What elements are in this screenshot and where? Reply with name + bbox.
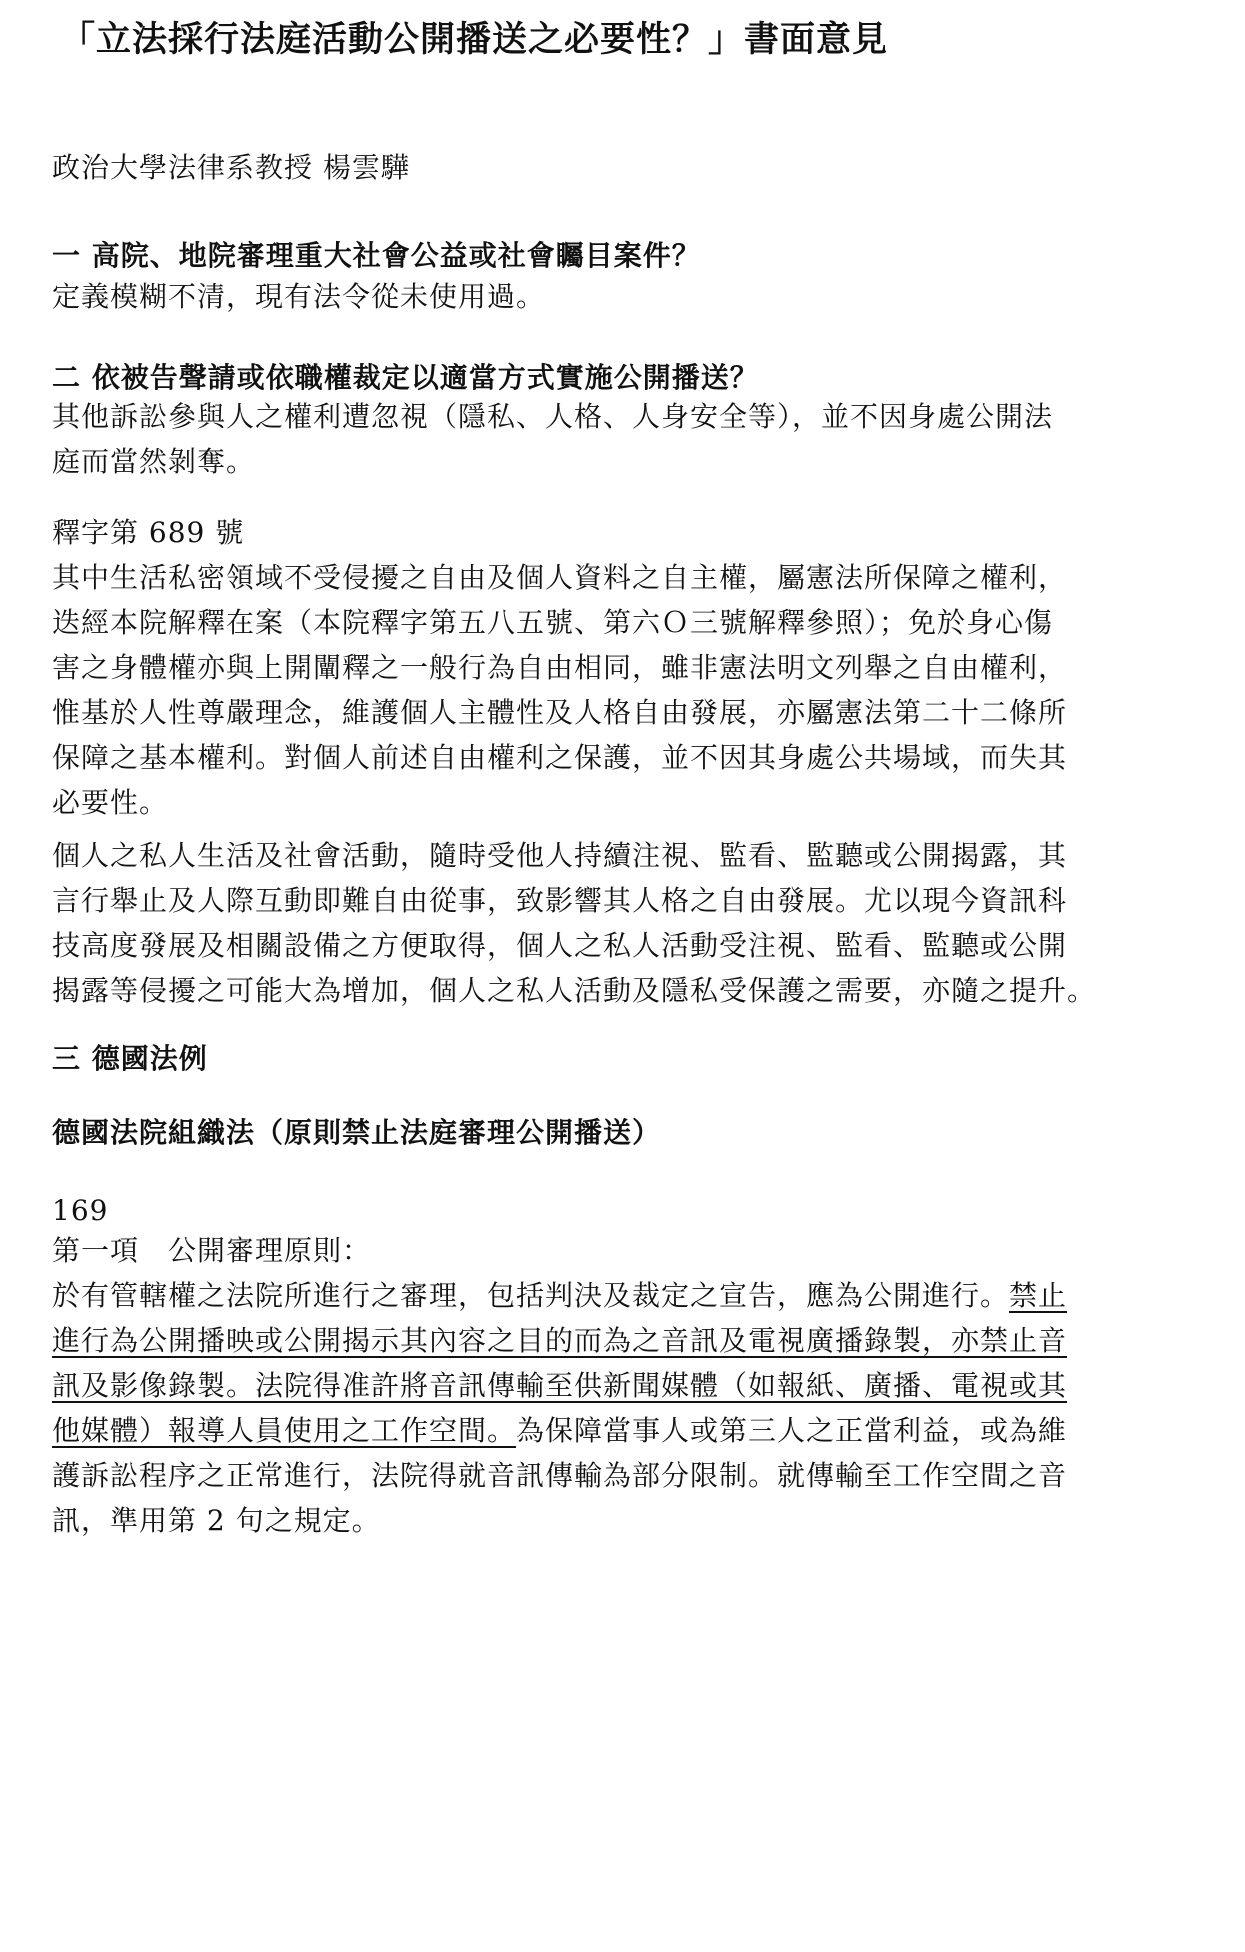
underlined-text: 進行為公開播映或公開揭示其內容之目的而為之音訊及電視廣播錄製，亦禁止音 xyxy=(52,1324,1068,1357)
text-line: 護訴訟程序之正常進行，法院得就音訊傳輸為部分限制。就傳輸至工作空間之音 xyxy=(52,1459,1068,1492)
text-line: 釋字第 689 號 xyxy=(52,516,245,549)
underlined-text: 禁止 xyxy=(1009,1279,1068,1312)
german-law-body xyxy=(52,1228,1202,1543)
article-number xyxy=(52,1188,1202,1233)
text-line: 害之身體權亦與上開闡釋之一般行為自由相同，雖非憲法明文列舉之自由權利， xyxy=(52,651,1068,684)
text-line: 言行舉止及人際互動即難自由從事，致影響其人格之自由發展。尤以現今資訊科 xyxy=(52,884,1068,917)
text-line: 必要性。 xyxy=(52,786,169,819)
underlined-text: 他媒體）報導人員使用之工作空間。 xyxy=(52,1414,517,1447)
section-2-body xyxy=(52,394,1202,484)
text-line xyxy=(52,1273,1202,1318)
underlined-text: 訊及影像錄製。法院得准許將音訊傳輸至供新聞媒體（如報紙、廣播、電視或其 xyxy=(52,1369,1068,1402)
interpretation-689-label xyxy=(52,510,1202,555)
text-line: 保障之基本權利。對個人前述自由權利之保護，並不因其身處公共場域，而失其 xyxy=(52,741,1068,774)
text-line: 第一項 公開審理原則： xyxy=(52,1234,372,1267)
privacy-paragraph xyxy=(52,833,1202,1013)
text-line: 惟基於人性尊嚴理念，維護個人主體性及人格自由發展，亦屬憲法第二十二條所 xyxy=(52,696,1068,729)
text-line xyxy=(52,1408,1202,1453)
text-line: 其中生活私密領域不受侵擾之自由及個人資料之自主權，屬憲法所保障之權利， xyxy=(52,561,1068,594)
text-line: 揭露等侵擾之可能大為增加，個人之私人活動及隱私受保護之需要，亦隨之提升。 xyxy=(52,974,1097,1007)
text-line: 迭經本院解釋在案（本院釋字第五八五號、第六Ｏ三號解釋參照）；免於身心傷 xyxy=(52,606,1054,639)
document-title: 「立法採行法庭活動公開播送之必要性？」書面意見 xyxy=(60,19,889,60)
section-3-heading: 三 德國法例 xyxy=(52,1042,208,1075)
interpretation-689-body xyxy=(52,555,1202,825)
text-line: 其他訴訟參與人之權利遭忽視（隱私、人格、人身安全等），並不因身處公開法 xyxy=(52,400,1054,433)
text-line: 訊，準用第 2 句之規定。 xyxy=(52,1504,381,1537)
german-law-heading: 德國法院組織法（原則禁止法庭審理公開播送） xyxy=(52,1116,662,1149)
text-line: 169 xyxy=(52,1194,109,1227)
section-2-heading: 二 依被告聲請或依職權裁定以適當方式實施公開播送？ xyxy=(52,361,759,394)
text-segment: 於有管轄權之法院所進行之審理，包括判決及裁定之宣告，應為公開進行。 xyxy=(52,1279,1010,1312)
author-line: 政治大學法律系教授 楊雲驊 xyxy=(52,151,410,184)
section-1-heading: 一 高院、地院審理重大社會公益或社會矚目案件？ xyxy=(52,239,701,272)
text-line: 個人之私人生活及社會活動，隨時受他人持續注視、監看、監聽或公開揭露，其 xyxy=(52,839,1068,872)
section-1-body xyxy=(52,274,1202,319)
text-line: 技高度發展及相關設備之方便取得，個人之私人活動受注視、監看、監聽或公開 xyxy=(52,929,1068,962)
text-segment: 為保障當事人或第三人之正當利益，或為維 xyxy=(516,1414,1068,1447)
text-line: 庭而當然剝奪。 xyxy=(52,445,256,478)
text-line: 定義模糊不清，現有法令從未使用過。 xyxy=(52,280,546,313)
